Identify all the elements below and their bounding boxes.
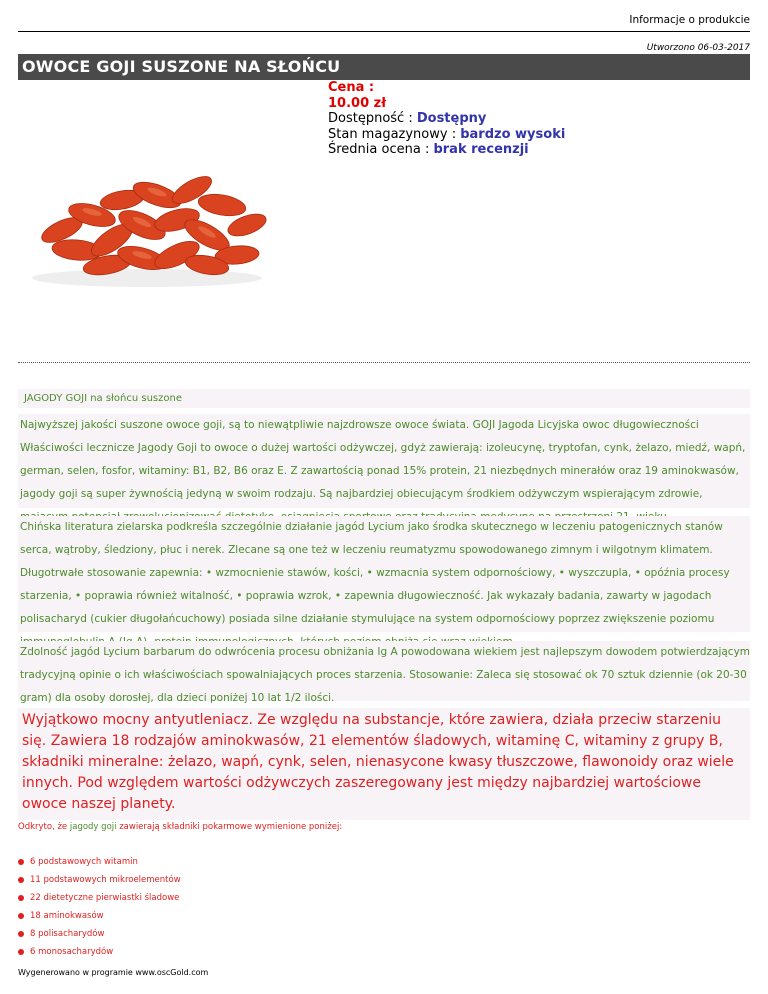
created-date: Utworzono 06-03-2017: [646, 43, 750, 53]
intro-before: Odkryto, że: [18, 822, 70, 832]
list-item: 22 dietetyczne pierwiastki śladowe: [18, 892, 181, 910]
intro-after: zawierają składniki pokarmowe wymienione poniżej:: [116, 822, 343, 832]
section-title: Informacje o produkcie: [18, 14, 750, 32]
availability-row: [328, 111, 565, 127]
tagline: JAGODY GOJI na słońcu suszone: [18, 389, 750, 408]
highlight-paragraph: Wyjątkowo mocny antyutleniacz. Ze względu na substancje, które zawiera, działa przeciw starzeniu się. Zawiera 18 rodzajów aminokwasów, 21 elementów śladowych, witaminę C, witaminy z grupy B, składniki mineralne: żelazo, wapń, cynk, selen, nienasycone kwasy tłuszczowe, flawonoidy oraz wiele innych. Pod względem wartości odżywczych zaszeregowany jest między najbardziej wartościowe owoce naszej planety.: [18, 708, 750, 820]
list-item: 6 podstawowych witamin: [18, 856, 181, 874]
intro-link: jagody goji: [69, 822, 117, 832]
divider: [18, 362, 750, 363]
nutrients-list: [18, 856, 181, 964]
stock-value: bardzo wysoki: [460, 126, 566, 142]
list-item: 18 aminokwasów: [18, 910, 181, 928]
footer: Wygenerowano w programie www.oscGold.com: [18, 968, 209, 977]
rating-row: [328, 142, 565, 158]
nutrients-intro: [18, 822, 342, 832]
price-label: Cena :: [328, 80, 375, 95]
stock-label: Stan magazynowy :: [328, 126, 461, 142]
rating-label: Średnia ocena :: [328, 142, 434, 157]
availability-label: Dostępność :: [328, 111, 417, 126]
list-item: 6 monosacharydów: [18, 946, 181, 964]
description-paragraph-3: Zdolność jagód Lycium barbarum do odwrócenia procesu obniżania Ig A powodowana wiekiem jest najlepszym dowodem potwierdzającym tradycyjną opinie o ich właściwościach spowalniających proces starzenia. Stosowanie: Zaleca się stosować ok 70 sztuk dziennie (ok 20-30 gram) dla osoby dorosłej, dla dzieci poniżej 10 lat 1/2 ilości.: [18, 641, 750, 701]
list-item: 8 polisacharydów: [18, 928, 181, 946]
goji-berries-image: [22, 160, 282, 290]
price-value: 10.00 zł: [328, 95, 387, 111]
stock-row: [328, 127, 565, 143]
price-box: [328, 80, 565, 158]
list-item: 11 podstawowych mikroelementów: [18, 874, 181, 892]
rating-value: brak recenzji: [433, 142, 529, 157]
description-paragraph-2: Chińska literatura zielarska podkreśla szczególnie działanie jagód Lycium jako środka skutecznego w leczeniu patogenicznych stanów serca, wątroby, śledziony, płuc i nerek. Zlecane są one też w leczeniu reumatyzmu spowodowanego zimnym i wilgotnym klimatem. Długotrwałe stosowanie zapewnia: • wzmocnienie stawów, kości, • wzmacnia system odpornościowy, • wyszczupla, • opóźnia procesy starzenia, • poprawia również witalność, • poprawia wzrok, • zapewnia długowieczność. Jak wykazały badania, zawarty w jagodach polisacharyd (cukier długołańcuchowy) posiada silne działanie stymulujące na system odpornościowy poprzez zwiększenie poziomu: [18, 516, 750, 632]
description-paragraph-1: Najwyższej jakości suszone owoce goji, są to niewątpliwie najzdrowsze owoce świata. GOJI Jagoda Licyjska owoc długowieczności Właściwości lecznicze Jagody Goji to owoce o dużej wartości odżywczej, gdyż zawierają: izoleucynę, tryptofan, cynk, żelazo, miedź, wapń, german, selen, fosfor, witaminy: B1, B2, B6 oraz E. Z zawartością ponad 15% protein, 21 niezbędnych minerałów oraz 19 aminokwasów, jagody goji są super żywnością jedyną w swoim rodzaju. Są najbardziej obiecującym środkiem odżywczym wspierającym zdrowie,: [18, 414, 750, 508]
availability-value: Dostępny: [416, 111, 487, 126]
product-title: OWOCE GOJI SUSZONE NA SŁOŃCU: [18, 54, 750, 80]
